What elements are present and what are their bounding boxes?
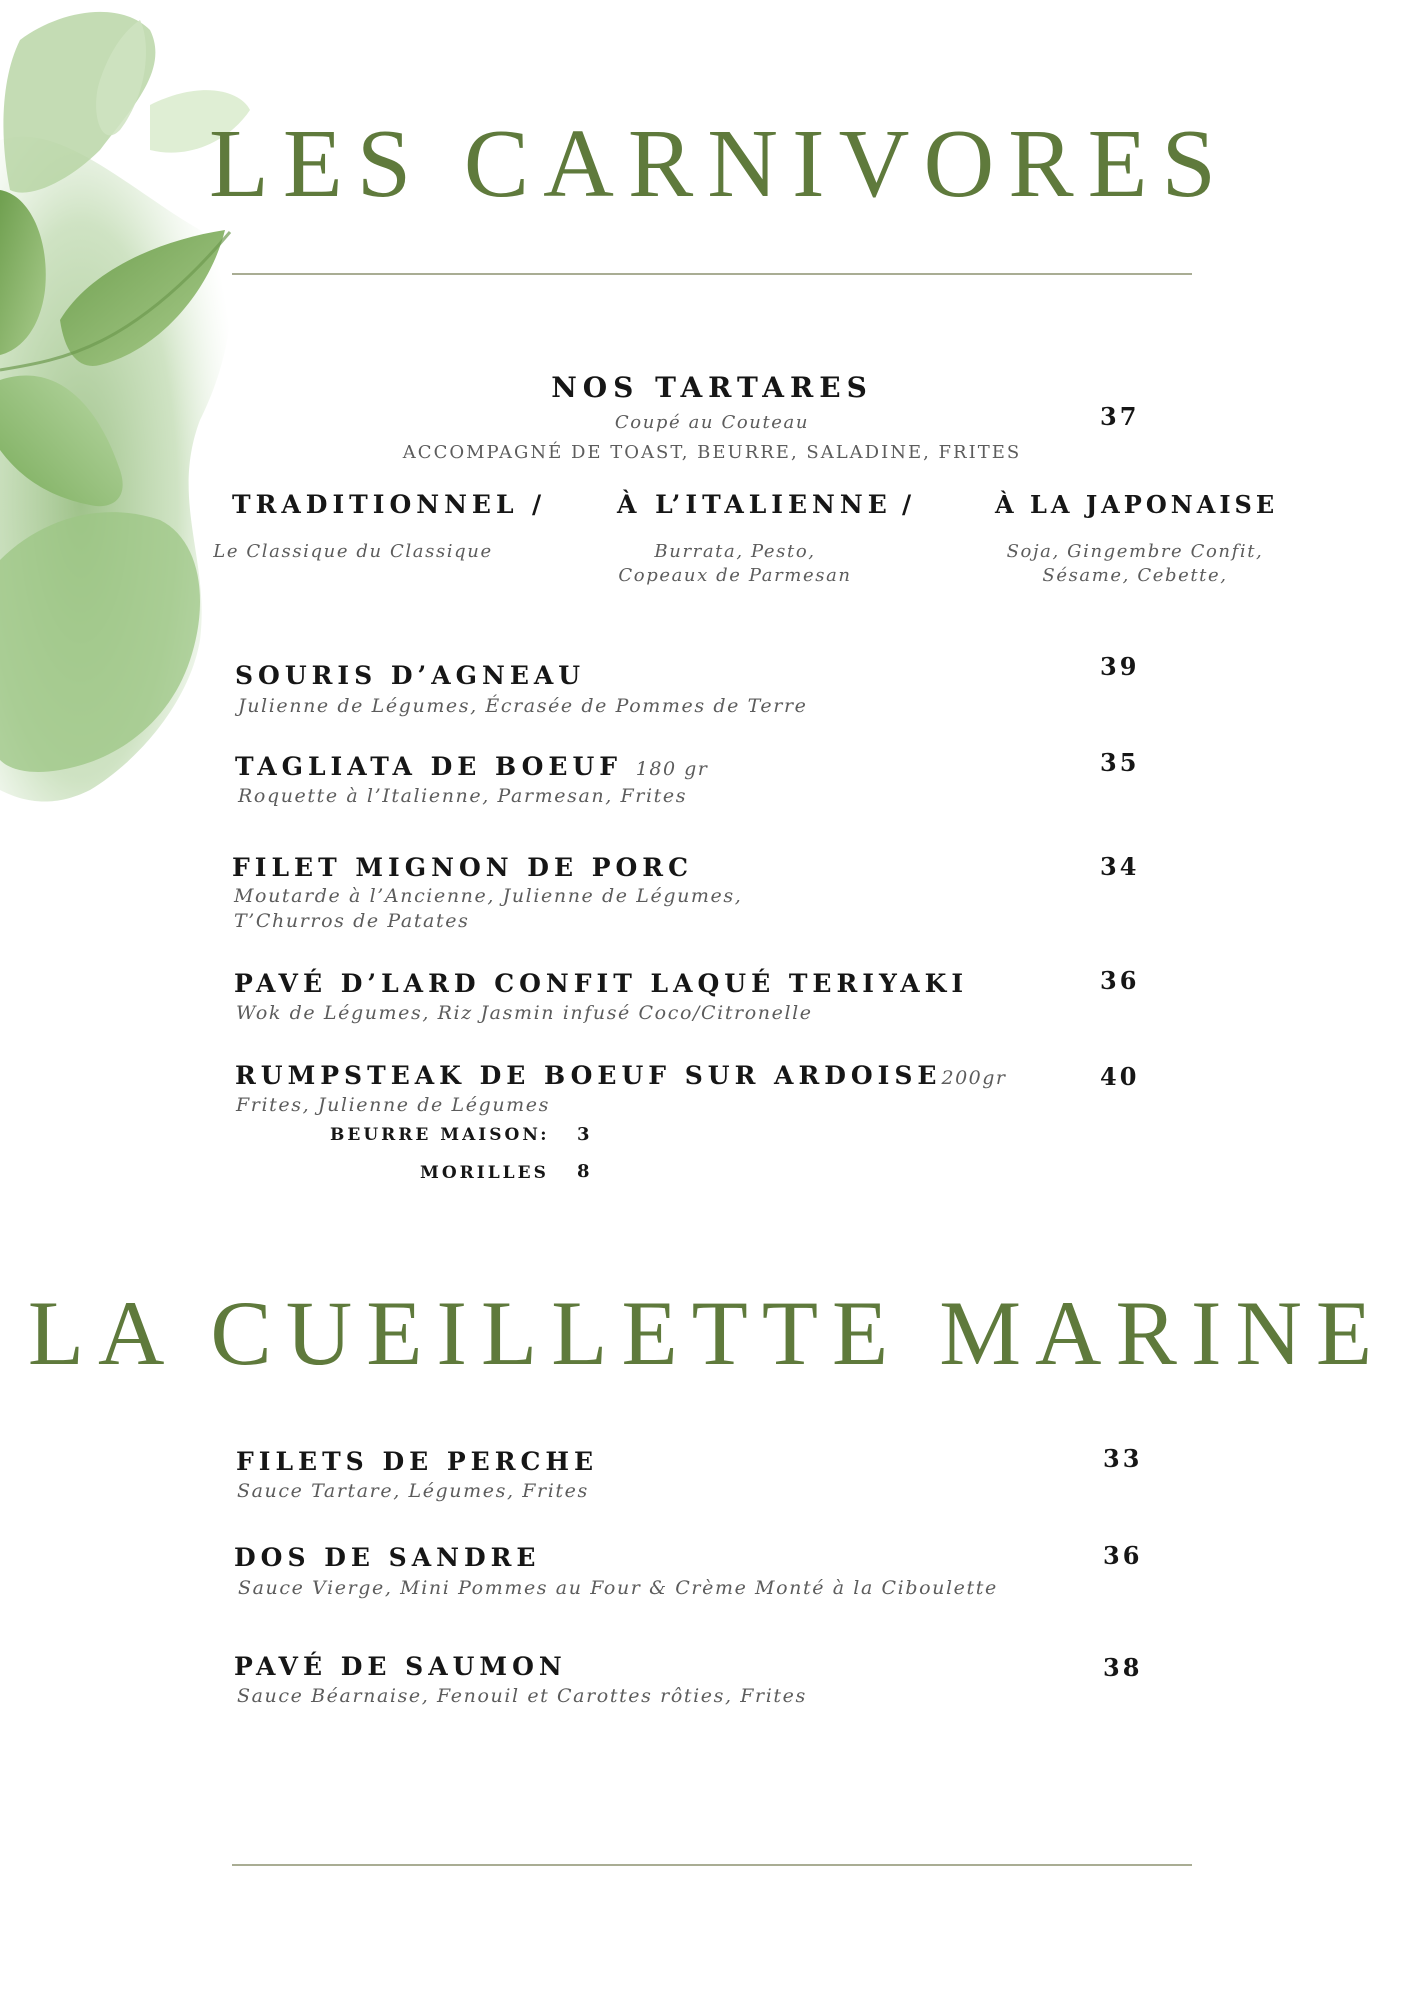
dish-description: Roquette à l’Italienne, Parmesan, Frites [238,785,688,807]
option-desc-traditionnel: Le Classique du Classique [213,541,493,562]
dish-price: 36 [1103,1541,1143,1570]
option-desc-japonaise: Sésame, Cebette, [1042,565,1228,586]
tartare-option-traditionnel: TRADITIONNEL [232,490,519,519]
dish-description: T’Churros de Patates [234,910,470,932]
divider-top [232,273,1192,275]
dish-description: Sauce Vierge, Mini Pommes au Four & Crème Monté à la Ciboulette [238,1577,998,1599]
dish-name: DOS DE SANDRE [234,1543,541,1572]
option-desc-japonaise: Soja, Gingembre Confit, [1006,541,1264,562]
dish-name: FILETS DE PERCHE [236,1447,599,1476]
section-title-marine: LA CUEILLETTE MARINE [27,1282,1387,1384]
addon-label: BEURRE MAISON: [330,1125,550,1145]
dish-price: 33 [1103,1444,1143,1473]
tartare-option-japonaise: À LA JAPONAISE [995,490,1279,519]
dish-name-text: RUMPSTEAK DE BOEUF SUR ARDOISE [235,1061,942,1090]
tartares-subtitle: Coupé au Couteau [614,412,810,433]
dish-name: SOURIS D’AGNEAU [235,661,586,690]
option-separator: / [902,490,917,519]
option-desc-italienne: Copeaux de Parmesan [618,565,852,586]
dish-name [235,1061,1007,1090]
section-title-carnivores: LES CARNIVORES [209,110,1230,218]
dish-weight: 200gr [941,1067,1007,1089]
tartares-accompaniment: ACCOMPAGNÉ DE TOAST, BEURRE, SALADINE, FRITES [402,442,1022,463]
addon-label: MORILLES [420,1163,549,1183]
dish-price: 35 [1100,748,1140,777]
dish-description: Julienne de Légumes, Écrasée de Pommes de Terre [238,695,808,717]
divider-bottom [232,1864,1192,1866]
dish-price: 40 [1100,1062,1140,1091]
dish-description: Frites, Julienne de Légumes [236,1094,550,1116]
dish-name-text: TAGLIATA DE BOEUF [235,752,623,781]
dish-name: PAVÉ D’LARD CONFIT LAQUÉ TERIYAKI [234,969,969,998]
option-desc-italienne: Burrata, Pesto, [654,541,816,562]
tartares-title: NOS TARTARES [551,371,873,404]
addon-price: 8 [577,1161,590,1182]
dish-description: Wok de Légumes, Riz Jasmin infusé Coco/Citronelle [236,1002,813,1024]
dish-description: Sauce Béarnaise, Fenouil et Carottes rôties, Frites [237,1685,807,1707]
dish-name: FILET MIGNON DE PORC [232,853,693,882]
addon-price: 3 [577,1124,590,1145]
dish-price: 38 [1103,1653,1143,1682]
tartares-price: 37 [1100,402,1140,431]
dish-description: Moutarde à l’Ancienne, Julienne de Légumes, [234,885,743,907]
tartare-option-italienne: À L’ITALIENNE [617,490,892,519]
dish-name [235,752,708,781]
dish-name: PAVÉ DE SAUMON [234,1652,567,1681]
dish-price: 39 [1100,652,1140,681]
dish-price: 36 [1100,966,1140,995]
dish-description: Sauce Tartare, Légumes, Frites [237,1480,589,1502]
dish-price: 34 [1100,852,1140,881]
dish-weight: 180 gr [635,758,709,780]
option-separator: / [532,490,547,519]
